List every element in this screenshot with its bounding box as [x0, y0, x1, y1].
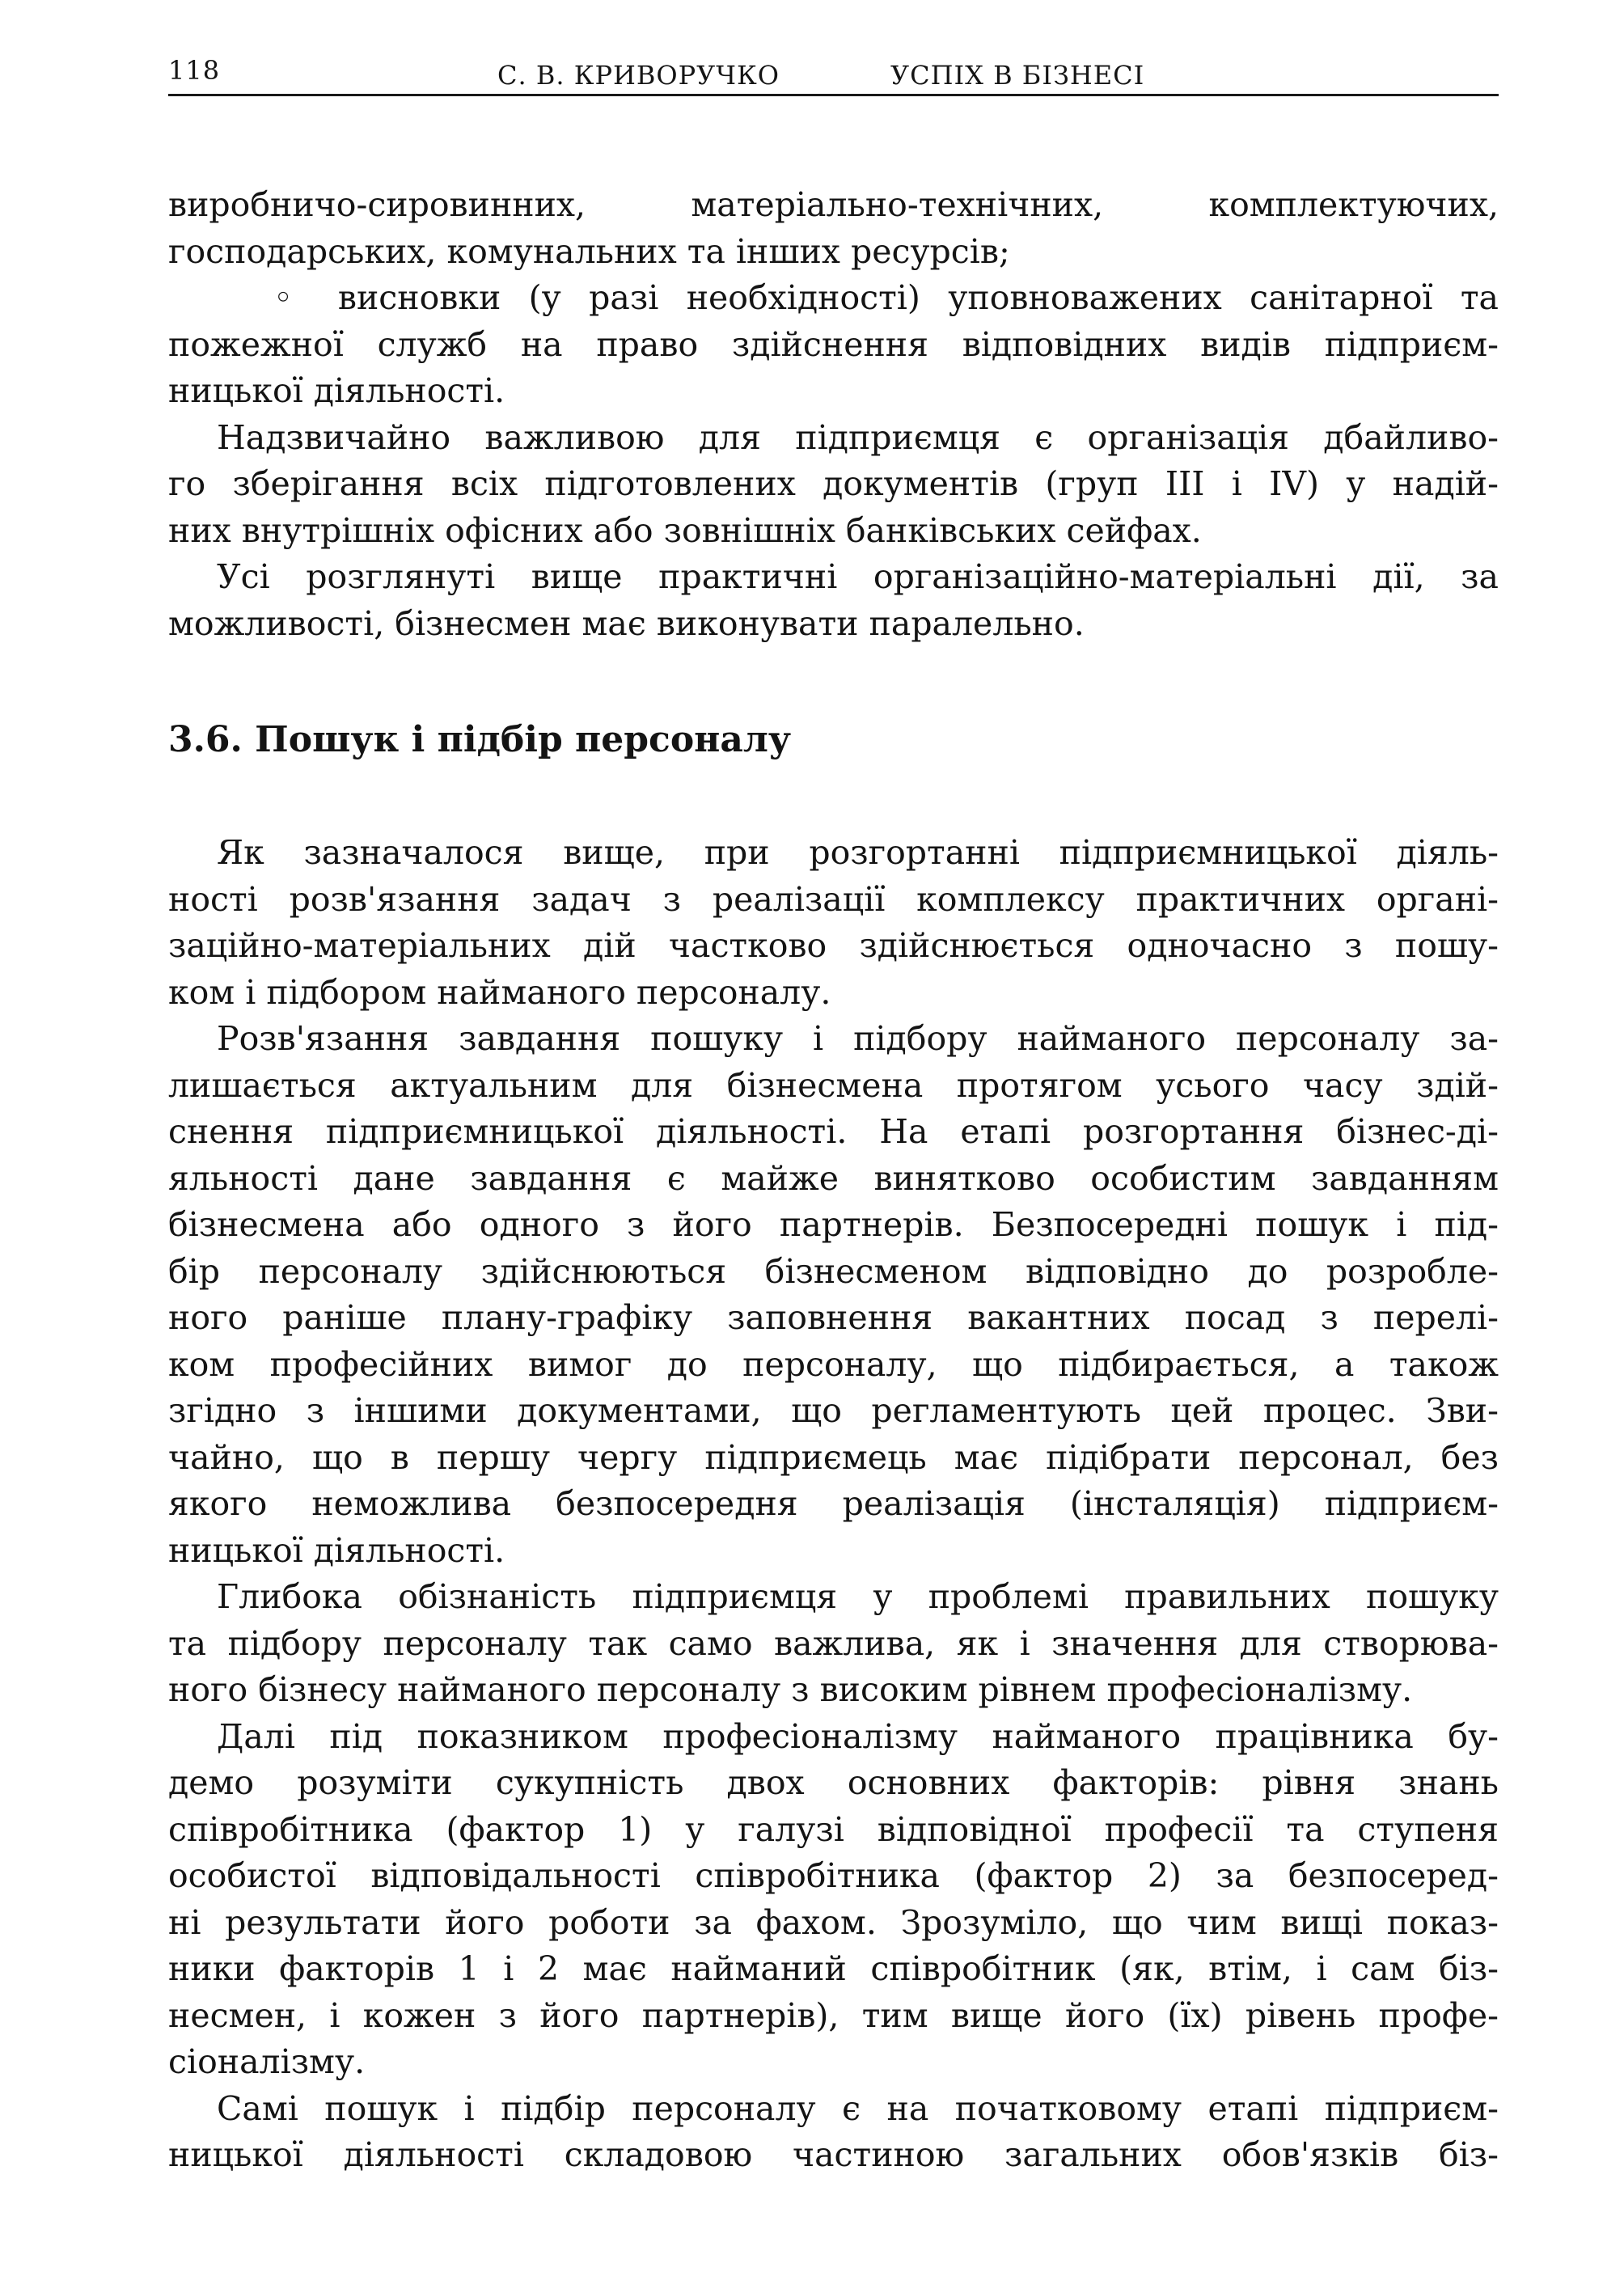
text-line: демо розуміти сукупність двох основних факторів: рівня знань — [168, 1763, 1499, 1802]
text-line: ницької діяльності. — [168, 1530, 505, 1570]
text-line: бізнесмена або одного з його партнерів. Безпосередні пошук і під- — [168, 1205, 1499, 1244]
text-line: ного бізнесу найманого персоналу з високим рівнем професіоналізму. — [168, 1670, 1413, 1709]
text-line: якого неможлива безпосередня реалізація (інсталяція) підприєм- — [168, 1484, 1499, 1523]
paragraph-search-task — [168, 1016, 1499, 1574]
paragraph-professionalism — [168, 1714, 1499, 2086]
text-line: ницької діяльності. — [168, 371, 505, 410]
paragraph-parallel-actions — [168, 554, 1499, 647]
bullet-item-conclusions — [168, 275, 1499, 415]
text-line: несмен, і кожен з його партнерів), тим вище його (їх) рівень профе- — [168, 1995, 1499, 2035]
text-line: особистої відповідальності співробітника (фактор 2) за безпосеред- — [168, 1856, 1499, 1895]
paragraph-intro — [168, 830, 1499, 1016]
text-line: ного раніше плану-графіку заповнення вакантних посад з перелі- — [168, 1298, 1499, 1337]
text-line: чайно, що в першу чергу підприємець має підібрати персонал, без — [168, 1437, 1499, 1477]
running-header-author: С. В. КРИВОРУЧКО — [497, 60, 780, 91]
text-line: виробничо-сировинних, матеріально-технічних, комплектуючих, — [168, 185, 1499, 224]
text-line: го зберігання всіх підготовлених документів (груп ІІІ і ІV) у надій- — [168, 464, 1499, 503]
section-heading: 3.6. Пошук і підбір персоналу — [168, 719, 792, 760]
text-line: них внутрішніх офісних або зовнішніх банківських сейфах. — [168, 510, 1202, 550]
text-line: ні результати його роботи за фахом. Зрозуміло, що чим вищі показ- — [168, 1902, 1499, 1942]
text-line: ності розв'язання задач з реалізації комплексу практичних органі- — [168, 879, 1499, 919]
page-number: 118 — [168, 55, 221, 86]
text-line: Усі розглянуті вище практичні організаційно-матеріальні дії, за — [217, 557, 1499, 596]
text-line: Надзвичайно важливою для підприємця є організація дбайливо- — [217, 417, 1499, 457]
book-page — [168, 49, 1499, 2179]
text-line: Розв'язання завдання пошуку і підбору найманого персоналу за- — [217, 1019, 1499, 1058]
paragraph-document-storage — [168, 415, 1499, 555]
text-line: сіоналізму. — [168, 2042, 366, 2081]
text-line: яльності дане завдання є майже винятково особистим завданням — [168, 1158, 1499, 1198]
running-header — [168, 49, 1499, 96]
text-line: ницької діяльності складовою частиною загальних обов'язків біз- — [168, 2135, 1499, 2174]
text-line: Глибока обізнаність підприємця у проблемі правильних пошуку — [217, 1577, 1499, 1616]
text-line: ком професійних вимог до персоналу, що підбирається, а також — [168, 1344, 1499, 1384]
body-text — [168, 182, 1499, 2179]
paragraph-awareness — [168, 1574, 1499, 1714]
text-line: Як зазначалося вище, при розгортанні підприємницької діяль- — [217, 833, 1499, 872]
text-line: лишається актуальним для бізнесмена протягом усього часу здій- — [168, 1065, 1499, 1105]
text-line: ники факторів 1 і 2 має найманий співробітник (як, втім, і сам біз- — [168, 1949, 1499, 1988]
text-line: господарських, комунальних та інших ресурсів; — [168, 231, 1010, 271]
paragraph-initial-stage — [168, 2086, 1499, 2179]
text-line: Далі під показником професіоналізму найманого працівника бу- — [217, 1716, 1499, 1756]
text-line: співробітника (фактор 1) у галузі відповідної професії та ступеня — [168, 1809, 1499, 1849]
text-line: ком і підбором найманого персоналу. — [168, 972, 831, 1012]
text-line: ◦ висновки (у разі необхідності) уповноважених санітарної та — [273, 278, 1499, 317]
text-line: можливості, бізнесмен має виконувати паралельно. — [168, 603, 1085, 643]
text-line: бір персоналу здійснюються бізнесменом відповідно до розробле- — [168, 1251, 1499, 1291]
text-line: пожежної служб на право здійснення відповідних видів підприєм- — [168, 324, 1499, 364]
text-line: заційно-матеріальних дій частково здійснюється одночасно з пошу- — [168, 926, 1499, 965]
text-line: та підбору персоналу так само важлива, як і значення для створюва- — [168, 1623, 1499, 1663]
running-header-book-title: УСПІХ В БІЗНЕСІ — [890, 60, 1145, 91]
text-line: згідно з іншими документами, що регламентують цей процес. Зви- — [168, 1391, 1499, 1430]
text-line: снення підприємницької діяльності. На етапі розгортання бізнес-ді- — [168, 1112, 1499, 1151]
paragraph-resources-continuation — [168, 182, 1499, 275]
text-line: Самі пошук і підбір персоналу є на початковому етапі підприєм- — [217, 2088, 1499, 2128]
